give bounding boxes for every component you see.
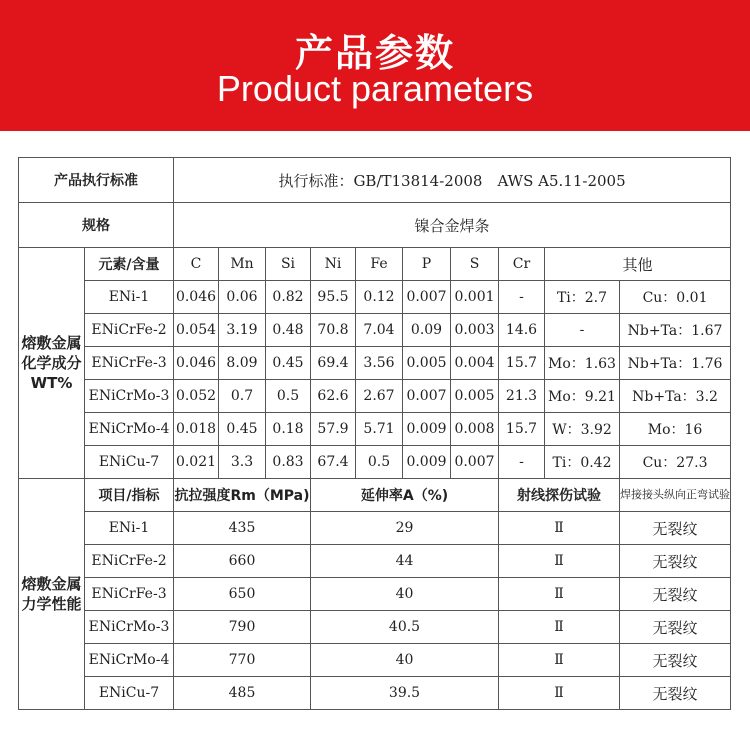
grade-name: ENiCu-7 [85,677,174,710]
mech-group-label: 熔敷金属力学性能 [19,479,85,710]
element-value: 0.09 [403,314,451,347]
element-header: Mn [219,248,266,281]
ray-grade: Ⅱ [499,578,620,611]
element-value: 0.001 [451,281,499,314]
standard-value: 执行标准：GB/T13814-2008 AWS A5.11-2005 [174,158,731,203]
tensile-value: 435 [174,512,311,545]
standard-row [19,158,731,203]
element-value: 69.4 [311,347,356,380]
other-value: Mo：9.21 [545,380,620,413]
mech-row [19,578,731,611]
elongation-value: 40 [311,644,499,677]
element-value: 95.5 [311,281,356,314]
element-value: 57.9 [311,413,356,446]
grade-name: ENiCrMo-3 [85,611,174,644]
element-value: 70.8 [311,314,356,347]
element-value: 0.45 [266,347,311,380]
chem-header-row [19,248,731,281]
tensile-value: 660 [174,545,311,578]
element-value: 0.005 [451,380,499,413]
mech-header-tensile: 抗拉强度Rm（MPa) [174,479,311,512]
element-value: 0.007 [451,446,499,479]
element-value: 62.6 [311,380,356,413]
other-value: Cu：0.01 [620,281,731,314]
element-value: - [499,446,545,479]
element-header: Ni [311,248,356,281]
mech-row [19,677,731,710]
grade-name: ENiCrFe-3 [85,347,174,380]
element-value: 0.007 [403,281,451,314]
ray-grade: Ⅱ [499,545,620,578]
other-value: Mo：1.63 [545,347,620,380]
ray-grade: Ⅱ [499,611,620,644]
ray-grade: Ⅱ [499,677,620,710]
element-value: 0.12 [356,281,403,314]
element-value: 0.004 [451,347,499,380]
page-title: 产品参数 [294,31,455,75]
mech-header-row [19,479,731,512]
other-value: Nb+Ta：1.76 [620,347,731,380]
mech-header-elongation: 延伸率A（%) [311,479,499,512]
other-header: 其他 [545,248,731,281]
ray-grade: Ⅱ [499,512,620,545]
element-value: 3.56 [356,347,403,380]
element-value: 0.5 [266,380,311,413]
element-value: 0.06 [219,281,266,314]
element-value: 0.054 [174,314,219,347]
element-value: 0.005 [403,347,451,380]
grade-name: ENiCrFe-3 [85,578,174,611]
element-value: 0.45 [219,413,266,446]
element-value: - [499,281,545,314]
mech-row [19,644,731,677]
element-value: 0.018 [174,413,219,446]
element-value: 0.48 [266,314,311,347]
other-value: - [545,314,620,347]
mech-header-bend: 焊接接头纵向正弯试验 [620,479,731,512]
mech-row [19,512,731,545]
mech-row [19,611,731,644]
grade-name: ENiCu-7 [85,446,174,479]
parameter-table [18,157,731,710]
tensile-value: 485 [174,677,311,710]
standard-label: 产品执行标准 [19,158,174,203]
element-value: 0.007 [403,380,451,413]
mech-header-ray: 射线探伤试验 [499,479,620,512]
parameter-sheet [18,157,731,710]
element-value: 0.046 [174,347,219,380]
chem-row [19,413,731,446]
element-header: P [403,248,451,281]
grade-name: ENiCrMo-4 [85,413,174,446]
chem-row [19,281,731,314]
element-value: 8.09 [219,347,266,380]
chem-header-label: 元素/含量 [85,248,174,281]
element-value: 3.3 [219,446,266,479]
element-value: 14.6 [499,314,545,347]
element-header: Cr [499,248,545,281]
element-header: Si [266,248,311,281]
element-value: 2.67 [356,380,403,413]
other-value: Nb+Ta：1.67 [620,314,731,347]
other-value: Ti：2.7 [545,281,620,314]
other-value: Nb+Ta：3.2 [620,380,731,413]
bend-result: 无裂纹 [620,611,731,644]
bend-result: 无裂纹 [620,578,731,611]
header-banner [0,0,750,131]
bend-result: 无裂纹 [620,512,731,545]
page-subtitle: Product parameters [216,68,534,109]
grade-name: ENi-1 [85,281,174,314]
other-value: Mo：16 [620,413,731,446]
element-value: 21.3 [499,380,545,413]
chem-row [19,314,731,347]
element-value: 0.052 [174,380,219,413]
bend-result: 无裂纹 [620,644,731,677]
spec-label: 规格 [19,203,174,248]
element-value: 0.18 [266,413,311,446]
other-value: Ti：0.42 [545,446,620,479]
element-value: 0.021 [174,446,219,479]
grade-name: ENiCrMo-3 [85,380,174,413]
spec-value: 镍合金焊条 [174,203,731,248]
chem-row [19,380,731,413]
element-value: 15.7 [499,413,545,446]
grade-name: ENiCrFe-2 [85,314,174,347]
other-value: Cu：27.3 [620,446,731,479]
element-value: 0.83 [266,446,311,479]
element-value: 0.009 [403,446,451,479]
grade-name: ENiCrFe-2 [85,545,174,578]
elongation-value: 39.5 [311,677,499,710]
element-value: 0.7 [219,380,266,413]
elongation-value: 44 [311,545,499,578]
elongation-value: 40 [311,578,499,611]
elongation-value: 29 [311,512,499,545]
grade-name: ENi-1 [85,512,174,545]
bend-result: 无裂纹 [620,545,731,578]
tensile-value: 790 [174,611,311,644]
element-value: 0.008 [451,413,499,446]
elongation-value: 40.5 [311,611,499,644]
chem-group-label: 熔敷金属化学成分WT% [19,248,85,479]
element-header: Fe [356,248,403,281]
chem-row [19,446,731,479]
other-value: W：3.92 [545,413,620,446]
element-value: 0.009 [403,413,451,446]
element-value: 3.19 [219,314,266,347]
element-value: 0.82 [266,281,311,314]
element-value: 0.003 [451,314,499,347]
element-value: 15.7 [499,347,545,380]
tensile-value: 770 [174,644,311,677]
mech-row [19,545,731,578]
element-header: S [451,248,499,281]
spec-row [19,203,731,248]
ray-grade: Ⅱ [499,644,620,677]
bend-result: 无裂纹 [620,677,731,710]
tensile-value: 650 [174,578,311,611]
element-value: 0.5 [356,446,403,479]
grade-name: ENiCrMo-4 [85,644,174,677]
mech-header-item: 项目/指标 [85,479,174,512]
element-value: 67.4 [311,446,356,479]
element-value: 0.046 [174,281,219,314]
element-value: 5.71 [356,413,403,446]
element-value: 7.04 [356,314,403,347]
chem-row [19,347,731,380]
element-header: C [174,248,219,281]
